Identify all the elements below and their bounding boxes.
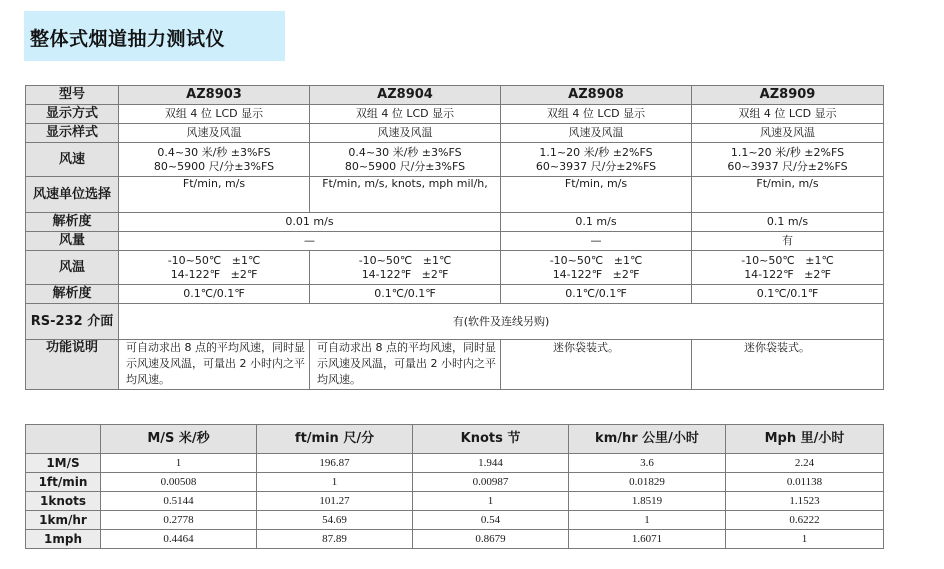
cell: 0.00508 xyxy=(101,473,257,492)
col-header: Knots 节 xyxy=(413,425,569,454)
spec-table xyxy=(25,85,884,390)
cell: 1 xyxy=(413,492,569,511)
cell: 1 xyxy=(101,454,257,473)
row-label: 解析度 xyxy=(26,213,119,232)
row-label: 显示方式 xyxy=(26,105,119,124)
model-az8908: AZ8908 xyxy=(501,86,692,105)
table-row xyxy=(26,454,884,473)
cell: 有(软件及连线另购) xyxy=(119,304,884,340)
cell xyxy=(310,143,501,177)
cell: 2.24 xyxy=(726,454,884,473)
line: 80~5900 尺/分±3%FS xyxy=(344,159,466,173)
resolution-row-1 xyxy=(26,213,884,232)
cell: 风速及风温 xyxy=(501,124,692,143)
cell: 0.01 m/s xyxy=(119,213,501,232)
conversion-header-row xyxy=(26,425,884,454)
wind-temp-row xyxy=(26,251,884,285)
cell: 双组 4 位 LCD 显示 xyxy=(310,105,501,124)
cell: — xyxy=(501,232,692,251)
row-label: 显示样式 xyxy=(26,124,119,143)
model-az8909: AZ8909 xyxy=(692,86,884,105)
cell: 迷你袋装式。 xyxy=(692,340,884,390)
row-label: 功能说明 xyxy=(26,340,119,390)
col-header: km/hr 公里/小时 xyxy=(569,425,726,454)
cell: 双组 4 位 LCD 显示 xyxy=(692,105,884,124)
line: 14-122℉ ±2℉ xyxy=(744,267,831,281)
cell: 1 xyxy=(257,473,413,492)
cell: 迷你袋装式。 xyxy=(501,340,692,390)
col-header: Mph 里/小时 xyxy=(726,425,884,454)
cell: 1.6071 xyxy=(569,530,726,549)
cell: Ft/min, m/s xyxy=(692,177,884,213)
cell: Ft/min, m/s xyxy=(119,177,310,213)
row-label: 解析度 xyxy=(26,285,119,304)
cell: 196.87 xyxy=(257,454,413,473)
line: 0.4~30 米/秒 ±3%FS xyxy=(348,145,462,159)
row-label: 1knots xyxy=(26,492,101,511)
line: -10~50℃ ±1℃ xyxy=(167,253,261,267)
cell: 0.1 m/s xyxy=(501,213,692,232)
line: 1.1~20 米/秒 ±2%FS xyxy=(730,145,845,159)
corner-cell xyxy=(26,425,101,454)
cell: 0.1℃/0.1℉ xyxy=(501,285,692,304)
cell: — xyxy=(119,232,501,251)
cell: 1 xyxy=(726,530,884,549)
function-row xyxy=(26,340,884,390)
row-label: 风速单位选择 xyxy=(26,177,119,213)
line: 60~3937 尺/分±2%FS xyxy=(535,159,657,173)
rs232-row xyxy=(26,304,884,340)
cell: 1.8519 xyxy=(569,492,726,511)
cell: Ft/min, m/s xyxy=(501,177,692,213)
cell: 0.5144 xyxy=(101,492,257,511)
cell: 0.54 xyxy=(413,511,569,530)
cell xyxy=(692,251,884,285)
cell: 有 xyxy=(692,232,884,251)
cell xyxy=(310,251,501,285)
cell: 101.27 xyxy=(257,492,413,511)
col-header: M/S 米/秒 xyxy=(101,425,257,454)
row-label: 风温 xyxy=(26,251,119,285)
cell: 1 xyxy=(569,511,726,530)
cell xyxy=(119,143,310,177)
cell: 0.6222 xyxy=(726,511,884,530)
model-az8904: AZ8904 xyxy=(310,86,501,105)
cell: 双组 4 位 LCD 显示 xyxy=(501,105,692,124)
line: -10~50℃ ±1℃ xyxy=(358,253,452,267)
col-header: ft/min 尺/分 xyxy=(257,425,413,454)
cell: 风速及风温 xyxy=(692,124,884,143)
cell: 87.89 xyxy=(257,530,413,549)
cell: 0.2778 xyxy=(101,511,257,530)
page-title: 整体式烟道抽力测试仪 xyxy=(30,28,226,50)
table-row xyxy=(26,530,884,549)
line: -10~50℃ ±1℃ xyxy=(549,253,643,267)
cell: 可自动求出 8 点的平均风速，同时显示风速及风温，可量出 2 小时内之平均风速。 xyxy=(310,340,501,390)
cell: 0.00987 xyxy=(413,473,569,492)
cell: 0.4464 xyxy=(101,530,257,549)
table-row xyxy=(26,492,884,511)
cell: 风速及风温 xyxy=(310,124,501,143)
cell: 1.1523 xyxy=(726,492,884,511)
cell xyxy=(501,143,692,177)
cell: 0.1℃/0.1℉ xyxy=(310,285,501,304)
unit-select-row xyxy=(26,177,884,213)
cell: 0.01829 xyxy=(569,473,726,492)
cell: 0.01138 xyxy=(726,473,884,492)
cell: 0.8679 xyxy=(413,530,569,549)
cell xyxy=(501,251,692,285)
row-label: 1km/hr xyxy=(26,511,101,530)
line: 14-122℉ ±2℉ xyxy=(361,267,449,281)
cell xyxy=(119,251,310,285)
display-style-row xyxy=(26,124,884,143)
row-label: 1ft/min xyxy=(26,473,101,492)
display-mode-row xyxy=(26,105,884,124)
cell xyxy=(692,143,884,177)
cell: 风速及风温 xyxy=(119,124,310,143)
cell: 54.69 xyxy=(257,511,413,530)
air-volume-row xyxy=(26,232,884,251)
cell: 0.1℃/0.1℉ xyxy=(692,285,884,304)
line: 14-122℉ ±2℉ xyxy=(170,267,258,281)
table-row xyxy=(26,511,884,530)
line: 0.4~30 米/秒 ±3%FS xyxy=(157,145,271,159)
cell: 0.1 m/s xyxy=(692,213,884,232)
table-row xyxy=(26,473,884,492)
cell: 双组 4 位 LCD 显示 xyxy=(119,105,310,124)
line: 14-122℉ ±2℉ xyxy=(552,267,640,281)
conversion-table xyxy=(25,424,884,549)
cell: Ft/min, m/s, knots, mph mil/h, xyxy=(310,177,501,213)
model-az8903: AZ8903 xyxy=(119,86,310,105)
line: 80~5900 尺/分±3%FS xyxy=(153,159,275,173)
resolution-row-2 xyxy=(26,285,884,304)
line: -10~50℃ ±1℃ xyxy=(741,253,834,267)
cell: 1.944 xyxy=(413,454,569,473)
title-banner xyxy=(24,11,285,61)
cell: 可自动求出 8 点的平均风速，同时显示风速及风温，可量出 2 小时内之平均风速。 xyxy=(119,340,310,390)
wind-speed-row xyxy=(26,143,884,177)
line: 60~3937 尺/分±2%FS xyxy=(727,159,848,173)
spec-header-row xyxy=(26,86,884,105)
row-label: 风量 xyxy=(26,232,119,251)
cell: 3.6 xyxy=(569,454,726,473)
row-label: 1M/S xyxy=(26,454,101,473)
line: 1.1~20 米/秒 ±2%FS xyxy=(539,145,653,159)
row-label: RS-232 介面 xyxy=(26,304,119,340)
row-label: 风速 xyxy=(26,143,119,177)
model-label: 型号 xyxy=(26,86,119,105)
cell: 0.1℃/0.1℉ xyxy=(119,285,310,304)
row-label: 1mph xyxy=(26,530,101,549)
